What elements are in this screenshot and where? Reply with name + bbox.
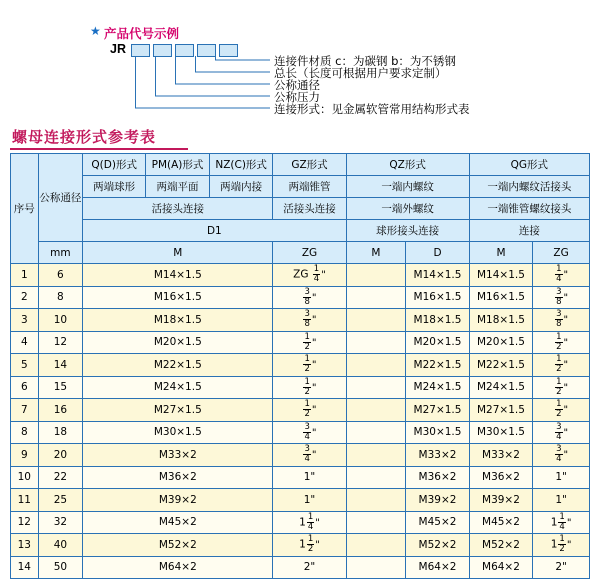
row-qz-m xyxy=(346,511,406,534)
row-qz-m xyxy=(346,264,406,287)
header-gz-connection: 活接头连接 xyxy=(273,198,346,220)
row-dn: 12 xyxy=(38,331,83,354)
row-m1: M45×2 xyxy=(83,511,273,534)
row-qg-m: M14×1.5 xyxy=(469,264,532,287)
row-m1: M30×1.5 xyxy=(83,421,273,444)
header-qg-desc: 一端内螺纹活接头 xyxy=(469,176,589,198)
row-seq: 6 xyxy=(11,376,39,399)
table-row xyxy=(11,444,590,467)
row-qg-m: M64×2 xyxy=(469,556,532,579)
header-row-2 xyxy=(11,176,590,198)
section-title: 螺母连接形式参考表 xyxy=(12,129,157,146)
row-qg-m: M45×2 xyxy=(469,511,532,534)
row-qz-m xyxy=(346,286,406,309)
section-underline xyxy=(10,148,188,150)
table-row xyxy=(11,264,590,287)
row-dn: 6 xyxy=(38,264,83,287)
row-dn: 22 xyxy=(38,466,83,489)
row-qz-d: M45×2 xyxy=(406,511,469,534)
row-qg-m: M20×1.5 xyxy=(469,331,532,354)
nut-connection-table xyxy=(10,153,590,579)
row-qz-m xyxy=(346,421,406,444)
table-row xyxy=(11,376,590,399)
header-unit-zg: ZG xyxy=(273,242,346,264)
row-qz-m xyxy=(346,376,406,399)
row-qg-m: M39×2 xyxy=(469,489,532,512)
header-qg-thread: 一端锥管螺纹接头 xyxy=(469,198,589,220)
row-m1: M39×2 xyxy=(83,489,273,512)
row-dn: 20 xyxy=(38,444,83,467)
row-gz: $\frac{1}{2}$ " xyxy=(273,376,346,399)
label-material: 连接件材质 c：为碳钢 b：为不锈钢 xyxy=(274,54,456,68)
header-unit-m: M xyxy=(83,242,273,264)
row-qz-m xyxy=(346,489,406,512)
row-seq: 10 xyxy=(11,466,39,489)
row-gz: 1" xyxy=(273,466,346,489)
row-m1: M18×1.5 xyxy=(83,309,273,332)
row-qz-m xyxy=(346,444,406,467)
row-seq: 4 xyxy=(11,331,39,354)
header-unit-qg-zg: ZG xyxy=(533,242,590,264)
row-qg-m: M36×2 xyxy=(469,466,532,489)
table-row xyxy=(11,331,590,354)
row-dn: 18 xyxy=(38,421,83,444)
row-qz-m xyxy=(346,399,406,422)
row-dn: 32 xyxy=(38,511,83,534)
row-qz-m xyxy=(346,331,406,354)
row-qg-zg: $\frac{3}{8}$ " xyxy=(533,286,590,309)
row-seq: 13 xyxy=(11,534,39,557)
row-gz: $\frac{1}{2}$ " xyxy=(273,331,346,354)
header-gz-desc: 两端锥管 xyxy=(273,176,346,198)
row-gz: 1" xyxy=(273,489,346,512)
row-gz: 2" xyxy=(273,556,346,579)
row-gz: $\frac{1}{2}$ " xyxy=(273,354,346,377)
header-nz-desc: 两端内接 xyxy=(209,176,273,198)
row-seq: 2 xyxy=(11,286,39,309)
row-qz-d: M16×1.5 xyxy=(406,286,469,309)
row-qg-zg: $\frac{1}{4}$ " xyxy=(533,264,590,287)
row-qz-d: M52×2 xyxy=(406,534,469,557)
table-row xyxy=(11,511,590,534)
header-d1: D1 xyxy=(83,220,346,242)
header-unit-qz-m: M xyxy=(346,242,406,264)
row-qz-d: M24×1.5 xyxy=(406,376,469,399)
header-qz-ball: 球形接头连接 xyxy=(346,220,469,242)
row-qg-zg: 1" xyxy=(533,466,590,489)
row-gz: $\frac{3}{4}$ " xyxy=(273,444,346,467)
row-gz: 1 $\frac{1}{2}$ " xyxy=(273,534,346,557)
row-qg-m: M52×2 xyxy=(469,534,532,557)
row-m1: M36×2 xyxy=(83,466,273,489)
header-dn: 公称通径 xyxy=(38,154,83,242)
row-m1: M20×1.5 xyxy=(83,331,273,354)
header-row-4 xyxy=(11,220,590,242)
row-qg-m: M27×1.5 xyxy=(469,399,532,422)
header-row-3 xyxy=(11,198,590,220)
header-unit-mm: mm xyxy=(38,242,83,264)
row-m1: M33×2 xyxy=(83,444,273,467)
row-gz: $\frac{3}{8}$ " xyxy=(273,309,346,332)
table-row xyxy=(11,399,590,422)
row-m1: M24×1.5 xyxy=(83,376,273,399)
product-code-diagram xyxy=(0,0,600,118)
star-icon: ★ xyxy=(90,24,101,38)
header-row-1 xyxy=(11,154,590,176)
row-qg-zg: $\frac{1}{2}$ " xyxy=(533,354,590,377)
row-qz-d: M20×1.5 xyxy=(406,331,469,354)
header-group-nz: NZ(C)形式 xyxy=(209,154,273,176)
row-dn: 16 xyxy=(38,399,83,422)
table-row xyxy=(11,354,590,377)
header-unit-qg-m: M xyxy=(469,242,532,264)
row-qg-zg: 2" xyxy=(533,556,590,579)
table-row xyxy=(11,534,590,557)
row-qz-d: M22×1.5 xyxy=(406,354,469,377)
label-nominal-pressure: 公称压力 xyxy=(274,90,320,104)
header-seq: 序号 xyxy=(11,154,39,264)
header-left-connection: 活接头连接 xyxy=(83,198,273,220)
row-qg-m: M30×1.5 xyxy=(469,421,532,444)
row-qz-d: M18×1.5 xyxy=(406,309,469,332)
row-qg-zg: $\frac{1}{2}$ " xyxy=(533,331,590,354)
header-qd-desc: 两端球形 xyxy=(83,176,146,198)
table-head xyxy=(11,154,590,264)
row-qg-zg: $\frac{1}{2}$ " xyxy=(533,376,590,399)
row-qg-m: M22×1.5 xyxy=(469,354,532,377)
label-total-length: 总长（长度可根据用户要求定制） xyxy=(274,66,447,80)
header-unit-qz-d: D xyxy=(406,242,469,264)
row-seq: 3 xyxy=(11,309,39,332)
row-seq: 8 xyxy=(11,421,39,444)
row-qz-m xyxy=(346,466,406,489)
row-dn: 10 xyxy=(38,309,83,332)
row-qz-d: M39×2 xyxy=(406,489,469,512)
row-qz-m xyxy=(346,534,406,557)
table-row xyxy=(11,466,590,489)
header-group-qz: QZ形式 xyxy=(346,154,469,176)
row-qz-d: M27×1.5 xyxy=(406,399,469,422)
header-group-pm: PM(A)形式 xyxy=(146,154,210,176)
row-seq: 1 xyxy=(11,264,39,287)
row-dn: 14 xyxy=(38,354,83,377)
row-m1: M27×1.5 xyxy=(83,399,273,422)
row-qz-m xyxy=(346,556,406,579)
header-qz-desc: 一端内螺纹 xyxy=(346,176,469,198)
row-qg-zg: $\frac{3}{4}$ " xyxy=(533,444,590,467)
row-qz-d: M64×2 xyxy=(406,556,469,579)
header-qg-conn: 连接 xyxy=(469,220,589,242)
row-qg-m: M33×2 xyxy=(469,444,532,467)
code-prefix: JR xyxy=(110,42,126,56)
row-gz: $\frac{3}{4}$ " xyxy=(273,421,346,444)
row-m1: M16×1.5 xyxy=(83,286,273,309)
label-nominal-diameter: 公称通径 xyxy=(274,78,320,92)
row-qz-d: M36×2 xyxy=(406,466,469,489)
row-seq: 9 xyxy=(11,444,39,467)
label-connection-type: 连接形式：见金属软管常用结构形式表 xyxy=(274,102,470,116)
table-row xyxy=(11,556,590,579)
row-m1: M22×1.5 xyxy=(83,354,273,377)
diagram-title: 产品代号示例 xyxy=(104,27,180,41)
table-row xyxy=(11,286,590,309)
table-row xyxy=(11,489,590,512)
row-qg-zg: 1" xyxy=(533,489,590,512)
row-qg-m: M16×1.5 xyxy=(469,286,532,309)
row-seq: 11 xyxy=(11,489,39,512)
header-group-qg: QG形式 xyxy=(469,154,589,176)
row-qz-m xyxy=(346,354,406,377)
row-gz: $\frac{1}{2}$ " xyxy=(273,399,346,422)
row-dn: 40 xyxy=(38,534,83,557)
row-dn: 15 xyxy=(38,376,83,399)
row-qg-m: M18×1.5 xyxy=(469,309,532,332)
row-gz: 1 $\frac{1}{4}$ " xyxy=(273,511,346,534)
row-m1: M52×2 xyxy=(83,534,273,557)
row-qg-m: M24×1.5 xyxy=(469,376,532,399)
row-gz: $\frac{3}{8}$ " xyxy=(273,286,346,309)
row-qg-zg: $\frac{3}{4}$ " xyxy=(533,421,590,444)
row-qz-d: M14×1.5 xyxy=(406,264,469,287)
header-group-qd: Q(D)形式 xyxy=(83,154,146,176)
table-row xyxy=(11,309,590,332)
table-row xyxy=(11,421,590,444)
row-qg-zg: $\frac{1}{2}$ " xyxy=(533,399,590,422)
row-dn: 8 xyxy=(38,286,83,309)
row-qz-d: M30×1.5 xyxy=(406,421,469,444)
row-m1: M14×1.5 xyxy=(83,264,273,287)
row-seq: 14 xyxy=(11,556,39,579)
header-row-5 xyxy=(11,242,590,264)
row-qz-d: M33×2 xyxy=(406,444,469,467)
row-qg-zg: $\frac{3}{8}$ " xyxy=(533,309,590,332)
table-body xyxy=(11,264,590,579)
header-group-gz: GZ形式 xyxy=(273,154,346,176)
row-dn: 50 xyxy=(38,556,83,579)
row-m1: M64×2 xyxy=(83,556,273,579)
row-gz: ZG $\frac{1}{4}$ " xyxy=(273,264,346,287)
header-pm-desc: 两端平面 xyxy=(146,176,210,198)
row-qg-zg: 1 $\frac{1}{4}$ " xyxy=(533,511,590,534)
row-seq: 5 xyxy=(11,354,39,377)
row-qg-zg: 1 $\frac{1}{2}$ " xyxy=(533,534,590,557)
row-seq: 12 xyxy=(11,511,39,534)
row-dn: 25 xyxy=(38,489,83,512)
row-qz-m xyxy=(346,309,406,332)
header-qz-thread: 一端外螺纹 xyxy=(346,198,469,220)
row-seq: 7 xyxy=(11,399,39,422)
